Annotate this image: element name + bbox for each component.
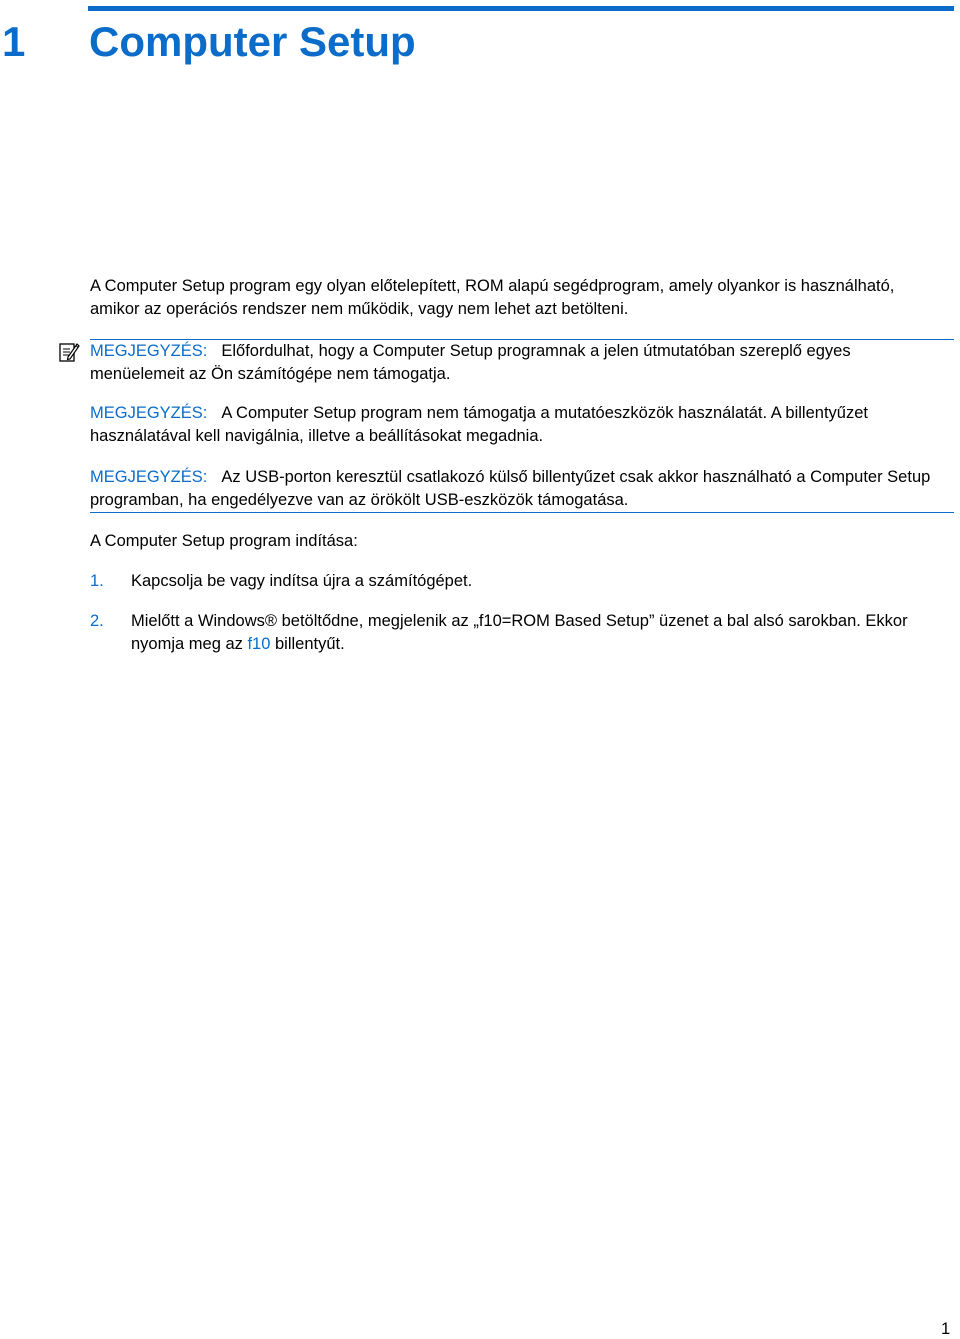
- note-pencil-icon: [58, 340, 80, 364]
- step-1: [90, 570, 940, 593]
- note-label: MEGJEGYZÉS:: [90, 404, 208, 422]
- note-2: [90, 402, 940, 448]
- chapter-top-rule: [88, 6, 954, 11]
- step-number: 2.: [90, 612, 104, 630]
- step-text-before: Mielőtt a Windows® betöltődne, megjelenik az „f10=ROM Based Setup” üzenet a bal alsó sarokban. Ekkor nyomja meg az: [131, 612, 908, 653]
- note-label: MEGJEGYZÉS:: [90, 468, 208, 486]
- step-text-after: billentyűt.: [270, 635, 345, 653]
- note-3: [90, 466, 940, 512]
- key-f10: f10: [247, 635, 271, 653]
- step-text: Kapcsolja be vagy indítsa újra a számítógépet.: [131, 572, 473, 590]
- note-1: [90, 340, 940, 386]
- step-text: [131, 610, 940, 656]
- note-label: MEGJEGYZÉS:: [90, 342, 208, 360]
- intro-paragraph: A Computer Setup program egy olyan előtelepített, ROM alapú segédprogram, amely olyankor is használható, amikor az operációs rendszer nem működik, vagy nem lehet azt betölteni.: [90, 277, 895, 318]
- step-number: 1.: [90, 572, 104, 590]
- note-text: A Computer Setup program nem támogatja a mutatóeszközök használatát. A billentyűzet használatával kell navigálnia, illetve a beállításokat megadnia.: [90, 404, 868, 445]
- chapter-title: Computer Setup: [89, 18, 416, 65]
- step-2: [90, 610, 940, 656]
- note-text: Az USB-porton keresztül csatlakozó külső billentyűzet csak akkor használható a Computer Setup programban, ha engedélyezve van az örökölt USB-eszközök támogatása.: [90, 468, 931, 509]
- procedure-intro: A Computer Setup program indítása:: [90, 532, 358, 550]
- note-text: Előfordulhat, hogy a Computer Setup programnak a jelen útmutatóban szereplő egyes menüelemeit az Ön számítógépe nem támogatja.: [90, 342, 851, 383]
- chapter-number: 1: [2, 18, 26, 65]
- note-bottom-divider: [90, 512, 954, 513]
- page-number: 1: [941, 1320, 951, 1338]
